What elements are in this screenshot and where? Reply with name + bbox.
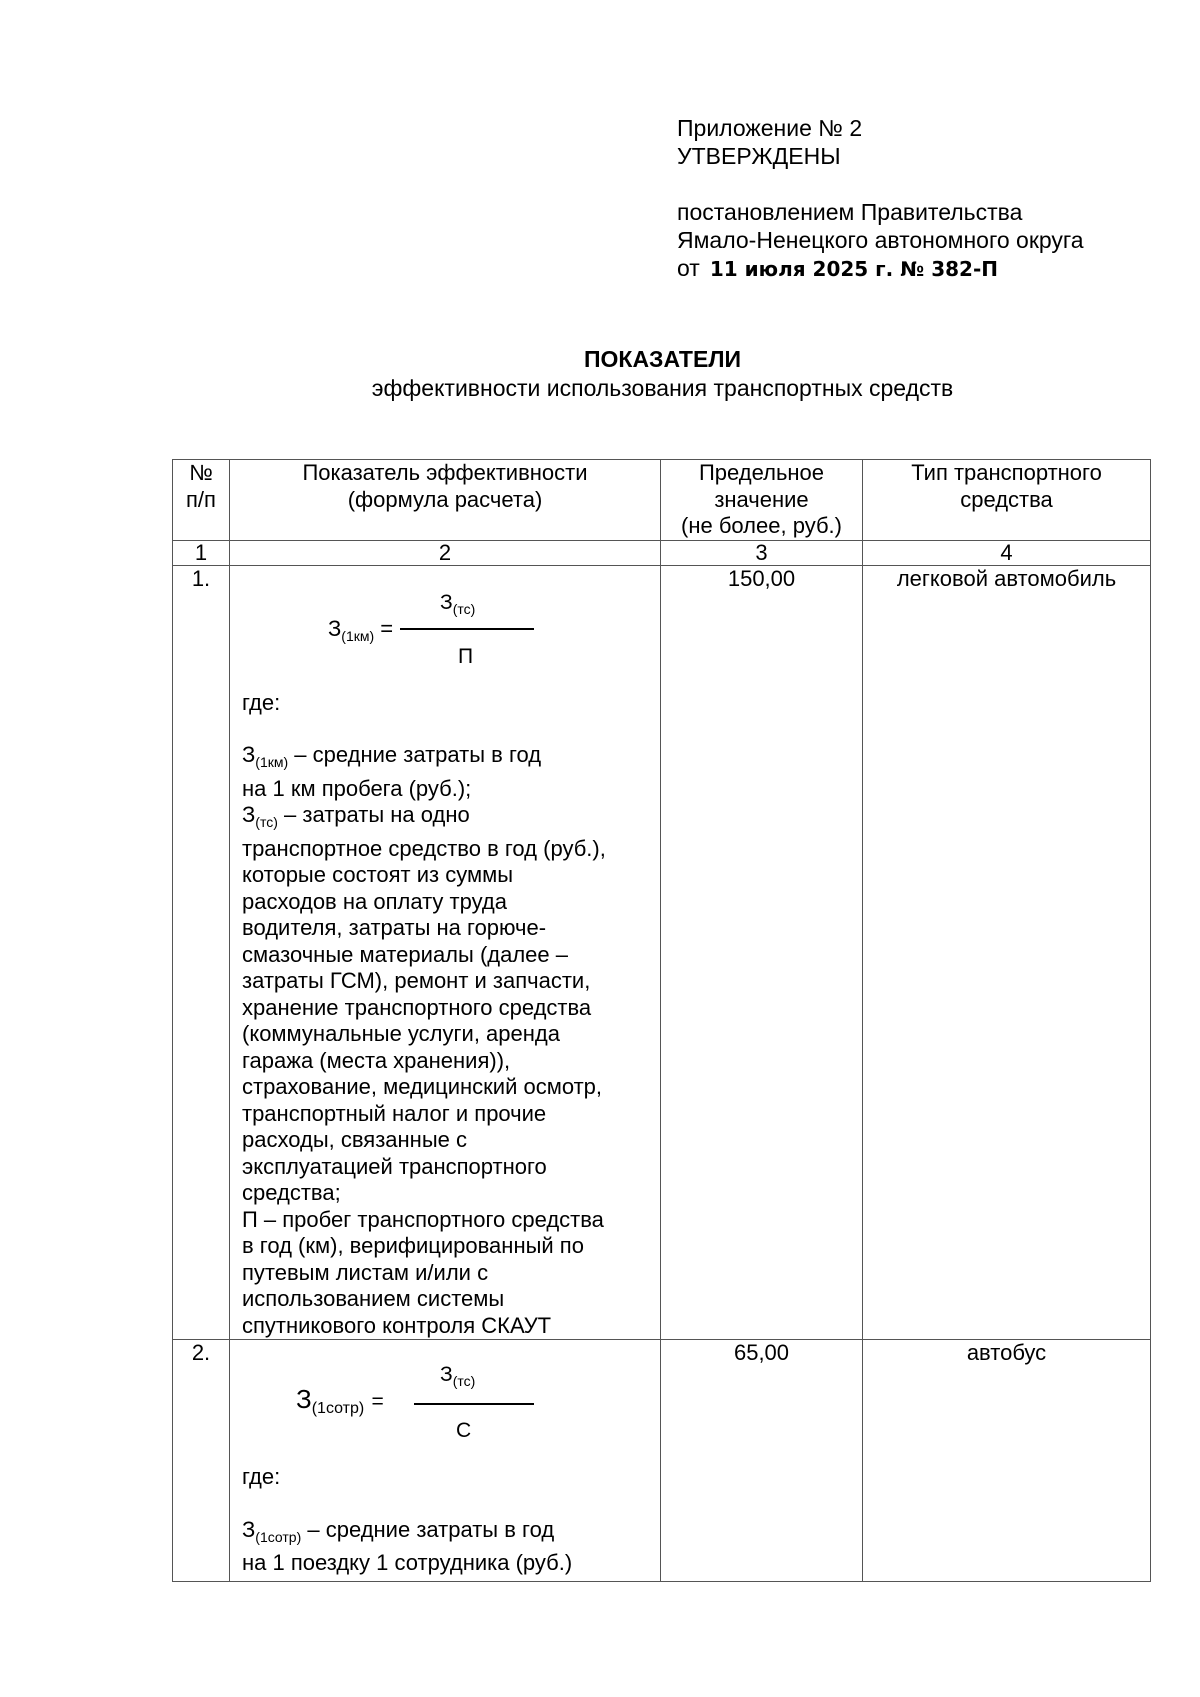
formula-lhs	[328, 616, 393, 650]
header-indicator-line: (формула расчета)	[347, 486, 543, 512]
description-text: страхование, медицинский осмотр,	[242, 1074, 603, 1099]
resolution-line-1: постановлением Правительства	[677, 199, 1023, 225]
header-indicator-line: Показатель эффективности	[302, 460, 588, 485]
description-line	[242, 1313, 652, 1340]
column-number: 2	[230, 540, 661, 565]
description-text: эксплуатацией транспортного	[242, 1153, 547, 1179]
description-line	[242, 1021, 652, 1048]
description-line	[242, 1127, 652, 1154]
description-text: смазочные материалы (далее –	[242, 941, 568, 967]
description-line	[242, 968, 652, 995]
description-text: хранение транспортного средства	[242, 994, 592, 1020]
description-line	[242, 1048, 652, 1075]
description-text: З	[242, 1516, 256, 1542]
resolution-line-2: Ямало-Ненецкого автономного округа	[677, 227, 1084, 253]
formula-equals: =	[371, 1390, 384, 1413]
row-limit: 65,00	[661, 1340, 863, 1582]
description-line	[242, 742, 652, 776]
approved-label: УТВЕРЖДЕНЫ	[677, 143, 841, 169]
row-num: 2.	[173, 1340, 230, 1582]
formula-numerator-symbol: З	[440, 590, 453, 614]
page-title: ПОКАЗАТЕЛИ	[583, 346, 741, 372]
description-line	[242, 862, 652, 889]
row-num: 1.	[173, 565, 230, 1340]
description-text: в год (км), верифицированный по	[242, 1233, 584, 1258]
description-line	[242, 889, 652, 916]
formula-lhs-subscript: (1сотр)	[311, 1400, 365, 1417]
description-rest: – средние затраты в год	[301, 1516, 555, 1542]
formula-numerator-subscript: (тс)	[452, 600, 476, 617]
appendix-label: Приложение № 2	[677, 115, 863, 141]
formula-numerator	[440, 590, 475, 623]
formula	[242, 566, 652, 686]
description-text: на 1 поездку 1 сотрудника (руб.)	[242, 1550, 573, 1575]
approval-block	[677, 114, 1177, 283]
header-limit-line: Предельное	[698, 460, 825, 485]
description-line	[242, 1154, 652, 1181]
description-text: З	[242, 742, 256, 767]
description-text: средства;	[242, 1180, 341, 1205]
description-subscript: (1сотр)	[255, 1528, 302, 1545]
header-type	[863, 460, 1151, 541]
column-number-row	[173, 540, 1151, 565]
description-line	[242, 1233, 652, 1260]
header-type-line: Тип транспортного	[911, 460, 1102, 485]
description-text: путевым листам и/или с	[242, 1259, 489, 1285]
header-indicator	[230, 460, 661, 541]
resolution-date	[677, 254, 1177, 283]
where-label: где:	[242, 689, 281, 715]
description-line	[242, 1286, 652, 1313]
description-text: расходов на оплату труда	[242, 888, 507, 914]
row-type: легковой автомобиль	[863, 565, 1151, 1340]
formula	[242, 1340, 652, 1460]
description-text: З	[242, 802, 256, 827]
header-num-line: п/п	[186, 486, 216, 512]
description-text: транспортное средство в год (руб.),	[242, 835, 606, 861]
description-line	[242, 942, 652, 969]
description-line	[242, 1180, 652, 1207]
description-line	[242, 836, 652, 863]
row-indicator	[230, 1340, 661, 1582]
header-limit-line: (не более, руб.)	[681, 513, 842, 538]
header-row	[173, 460, 1151, 541]
description-lines	[242, 742, 652, 1339]
description-lines	[242, 1517, 652, 1577]
fraction-bar	[414, 1403, 534, 1405]
description-text: гаража (места хранения)),	[242, 1047, 511, 1073]
description-subscript: (1км)	[255, 754, 289, 770]
column-number: 4	[863, 540, 1151, 565]
description-line	[242, 1260, 652, 1287]
description-subscript: (тс)	[255, 814, 278, 830]
fraction-bar	[400, 628, 534, 630]
description-line	[242, 1550, 652, 1577]
column-number: 1	[173, 540, 230, 565]
description-line	[242, 1207, 652, 1234]
date-value: 11 июля 2025 г. № 382-П	[709, 257, 998, 281]
header-limit	[661, 460, 863, 541]
description-line	[242, 1074, 652, 1101]
description-line	[242, 995, 652, 1022]
table-row	[173, 1340, 1151, 1582]
formula-lhs-symbol: З	[328, 615, 342, 641]
description-text: затраты ГСМ), ремонт и запчасти,	[242, 968, 591, 993]
formula-equals: =	[380, 615, 394, 641]
description-text: на 1 км пробега (руб.);	[242, 775, 472, 801]
description-text: использованием системы	[242, 1286, 505, 1311]
header-limit-line: значение	[714, 486, 809, 512]
row-type: автобус	[863, 1340, 1151, 1582]
page-subtitle: эффективности использования транспортных средств	[371, 375, 954, 401]
description-text: расходы, связанные с	[242, 1127, 467, 1152]
description-text: водителя, затраты на горюче-	[242, 915, 547, 940]
description-text: транспортный налог и прочие	[242, 1100, 547, 1126]
column-number: 3	[661, 540, 863, 565]
description-line	[242, 776, 652, 803]
formula-lhs-symbol: З	[296, 1384, 312, 1414]
formula-numerator-symbol: З	[440, 1363, 453, 1386]
description-text: спутникового контроля СКАУТ	[242, 1312, 552, 1338]
formula-denominator: П	[458, 644, 474, 668]
description-text: которые состоят из суммы	[242, 862, 514, 887]
row-indicator	[230, 565, 661, 1340]
description-text: П – пробег транспортного средства	[242, 1206, 604, 1232]
description-rest: – затраты на одно	[277, 802, 470, 827]
formula-numerator-subscript: (тс)	[452, 1373, 476, 1389]
date-prefix: от	[677, 255, 700, 281]
description-line	[242, 802, 652, 836]
description-line	[242, 1517, 652, 1551]
where-label: где:	[242, 1464, 281, 1489]
row-limit: 150,00	[661, 565, 863, 1340]
description-text: (коммунальные услуги, аренда	[242, 1021, 560, 1046]
description-line	[242, 915, 652, 942]
header-type-line: средства	[960, 486, 1053, 512]
indicators-table	[172, 459, 1151, 1582]
formula-lhs	[296, 1386, 384, 1423]
description-line	[242, 1101, 652, 1128]
formula-denominator: С	[456, 1419, 472, 1442]
table-row	[173, 565, 1151, 1340]
formula-lhs-subscript: (1км)	[341, 627, 375, 644]
header-num	[173, 460, 230, 541]
formula-numerator	[440, 1362, 475, 1395]
header-num-line: №	[189, 460, 213, 485]
description-rest: – средние затраты в год	[288, 742, 542, 767]
